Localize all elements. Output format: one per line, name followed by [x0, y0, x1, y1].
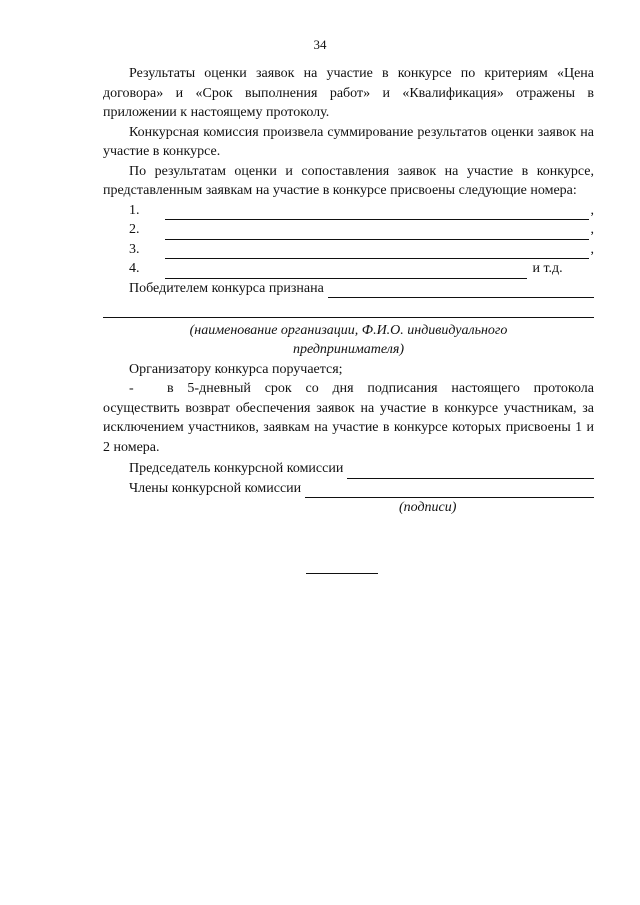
signature-line — [347, 464, 594, 479]
list-item — [103, 201, 594, 221]
fill-line — [328, 283, 594, 298]
fill-line — [165, 225, 589, 240]
fill-line — [165, 264, 527, 279]
list-item — [103, 220, 594, 240]
list-item-end: , — [590, 202, 594, 218]
chairman-row — [103, 459, 594, 479]
list-item — [103, 240, 594, 260]
winner-caption-2: предпринимателя) — [292, 342, 405, 357]
list-item-number: 2. — [129, 222, 140, 237]
page-number: 34 — [313, 37, 327, 52]
list-item-end: и т.д. — [529, 261, 563, 276]
paragraph-summation: Конкурсная комиссия произвела суммирование результатов оценки заявок на участие в конкурсе. — [103, 124, 594, 159]
paragraph-numbering: По результатам оценки и сопоставления заявок на участие в конкурсе, представленным заявкам на участие в конкурсе присвоены следующие номера: — [103, 163, 594, 198]
document-body — [103, 64, 594, 518]
winner-continuation — [103, 298, 594, 318]
winner-label: Победителем конкурса признана — [129, 280, 324, 296]
list-item-end: , — [590, 222, 594, 237]
organizer-item-body: в 5-дневный срок со дня подписания настоящего протокола осуществить возврат обеспечения заявок на участие в конкурсе участникам, за исключением участников, заявкам на участие в конкурсе которых присвоены 1 и 2 номера. — [103, 381, 594, 455]
organizer-item-text — [103, 379, 594, 457]
dash-marker: - — [129, 381, 134, 396]
list-item-end: , — [590, 241, 594, 257]
winner-caption-1: (наименование организации, Ф.И.О. индивидуального — [189, 322, 508, 338]
list-item-number: 3. — [129, 241, 140, 257]
signatures-caption: (подписи) — [399, 500, 457, 515]
fill-line — [165, 205, 589, 220]
signature-line — [305, 483, 594, 498]
list-item-number: 1. — [129, 202, 140, 218]
list-item — [103, 259, 594, 279]
fill-line — [165, 244, 589, 259]
organizer-text: Организатору конкурса поручается; — [129, 361, 343, 377]
chairman-label: Председатель конкурсной комиссии — [129, 461, 344, 476]
paragraph-evaluation-results: Результаты оценки заявок на участие в конкурсе по критериям «Цена договора» и «Срок выполнения работ» и «Квалификация» отражены в приложении к настоящему протоколу. — [103, 66, 594, 120]
winner-row — [103, 279, 594, 299]
list-item-number: 4. — [129, 261, 140, 276]
end-divider — [306, 573, 378, 574]
fill-line — [103, 303, 594, 318]
members-row — [103, 479, 594, 499]
members-label: Члены конкурсной комиссии — [129, 480, 302, 496]
